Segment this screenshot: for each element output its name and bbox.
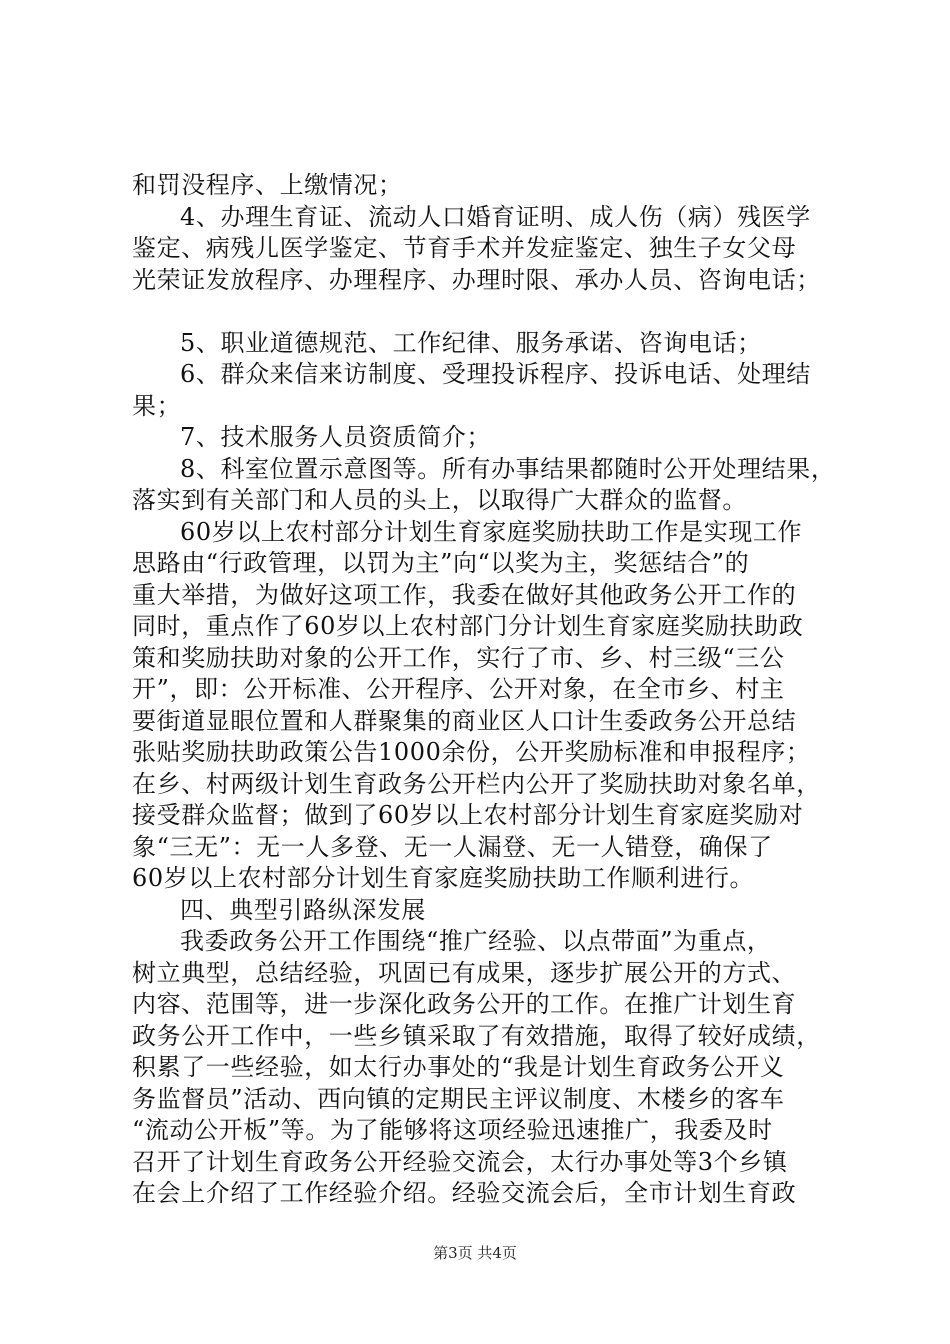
text-line: 果； [132, 391, 182, 420]
document-body [132, 170, 836, 1210]
text-line: 召开了计划生育政务公开经验交流会，太行办事处等3个乡镇 [132, 1147, 788, 1176]
text-line: 接受群众监督；做到了60岁以上农村部分计划生育家庭奖励对 [132, 801, 804, 829]
text-line: 策和奖励扶助对象的公开工作，实行了市、乡、村三级“三公 [132, 643, 785, 672]
paragraph-gap [132, 296, 832, 328]
text-line: “流动公开板”等。为了能够将这项经验迅速推广，我委及时 [132, 1116, 773, 1144]
text-line: 同时，重点作了60岁以上农村部门分计划生育家庭奖励扶助政 [132, 612, 804, 640]
text-line: 在乡、村两级计划生育政务公开栏内公开了奖励扶助对象名单， [132, 769, 821, 798]
text-line: 6、群众来信来访制度、受理投诉程序、投诉电话、处理结 [180, 360, 811, 388]
text-line: 政务公开工作中，一些乡镇采取了有效措施，取得了较好成绩， [132, 1021, 821, 1050]
text-line: 张贴奖励扶助政策公告1000余份，公开奖励标准和申报程序； [132, 738, 811, 766]
text-line: 60岁以上农村部分计划生育家庭奖励扶助工作是实现工作 [180, 517, 803, 546]
text-line: 象“三无”：无一人多登、无一人漏登、无一人错登，确保了 [132, 832, 773, 861]
text-line: 要街道显眼位置和人群聚集的商业区人口计生委政务公开总结 [132, 706, 797, 735]
text-line: 思路由“行政管理，以罚为主”向“以奖为主，奖惩结合”的 [132, 549, 750, 577]
text-line: 60岁以上农村部分计划生育家庭奖励扶助工作顺利进行。 [132, 864, 755, 892]
text-line: 4、办理生育证、流动人口婚育证明、成人伤（病）残医学 [180, 202, 811, 231]
text-line: 树立典型，总结经验，巩固已有成果，逐步扩展公开的方式、 [132, 958, 797, 987]
text-line: 内容、范围等，进一步深化政务公开的工作。在推广计划生育 [132, 990, 797, 1018]
page-number-footer: 第3页 共4页 [433, 1244, 517, 1262]
text-line: 积累了一些经验，如太行办事处的“我是计划生育政务公开义 [132, 1053, 785, 1081]
section-heading: 四、典型引路纵深发展 [180, 895, 426, 924]
text-line: 8、科室位置示意图等。所有办事结果都随时公开处理结果， [180, 454, 836, 483]
text-line: 在会上介绍了工作经验介绍。经验交流会后，全市计划生育政 [132, 1179, 797, 1207]
text-line: 务监督员”活动、西向镇的定期民主评议制度、木楼乡的客车 [132, 1084, 785, 1113]
text-line: 鉴定、病残儿医学鉴定、节育手术并发症鉴定、独生子女父母 [132, 234, 797, 262]
text-line: 光荣证发放程序、办理程序、办理时限、承办人员、咨询电话； [132, 265, 821, 294]
text-line: 和罚没程序、上缴情况； [132, 171, 403, 199]
text-line: 重大举措，为做好这项工作，我委在做好其他政务公开工作的 [132, 580, 797, 609]
text-line: 落实到有关部门和人员的头上，以取得广大群众的监督。 [132, 486, 747, 514]
text-line: 7、技术服务人员资质简介； [180, 423, 492, 451]
text-line: 开”，即：公开标准、公开程序、公开对象，在全市乡、村主 [132, 675, 785, 703]
text-line: 5、职业道德规范、工作纪律、服务承诺、咨询电话； [180, 328, 762, 357]
text-line: 我委政务公开工作围绕“推广经验、以点带面”为重点， [180, 927, 772, 955]
